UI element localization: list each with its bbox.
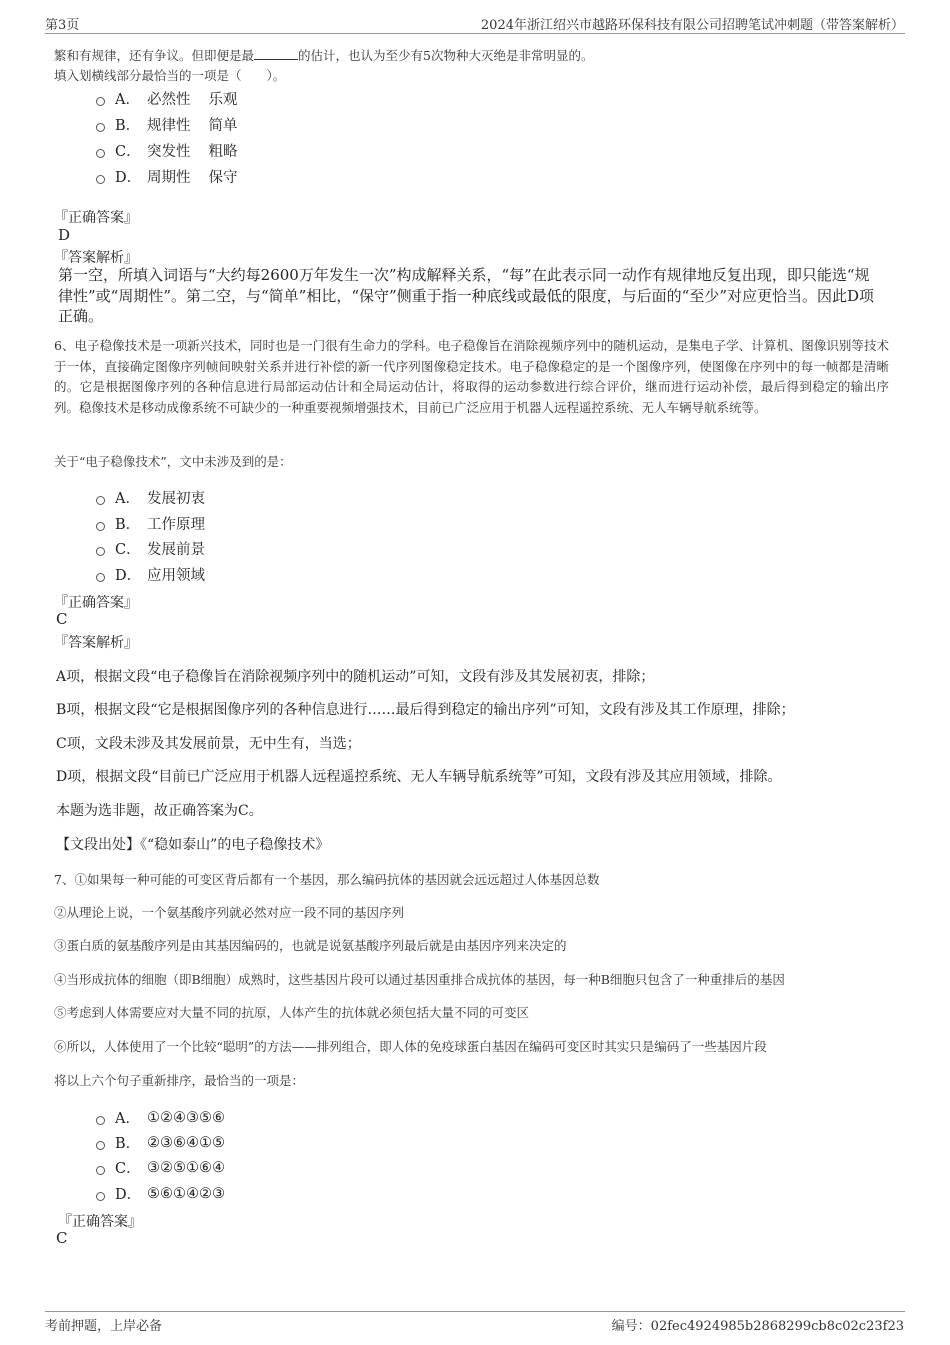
radio-icon[interactable] — [96, 573, 105, 582]
q6-option-b[interactable]: B． 工作原理 — [96, 513, 205, 534]
q7-sentence-3: ③蛋白质的氨基酸序列是由其基因编码的，也就是说氨基酸序列最后就是由基因序列来决定的 — [54, 938, 567, 953]
q5-analysis: 第一空，所填入词语与“大约每2600万年发生一次”构成解释关系，“每”在此表示同一动作有规律地反复出现，即只能选“规律性”或“周期性”。第二空，与“简单”相比，“保守”侧重于指一种底线或最低的限度，与后面的“至少”对应更恰当。因此D项正确。 — [58, 266, 875, 325]
q7-sentence-6: ⑥所以，人体使用了一个比较“聪明”的方法——排列组合，即人体的免疫球蛋白基因在编码可变区时其实只是编码了一些基因片段 — [54, 1039, 767, 1054]
q7-answer: C — [56, 1229, 68, 1247]
q5-prompt: 填入划横线部分最恰当的一项是（ ）。 — [54, 68, 286, 83]
q6-analysis-line-a: A项，根据文段“电子稳像旨在消除视频序列中的随机运动”可知，文段有涉及其发展初衷，排除； — [56, 669, 655, 685]
q6-source: 【文段出处】《“稳如泰山”的电子稳像技术》 — [56, 837, 330, 853]
q7-sentence-4: ④当形成抗体的细胞（即B细胞）成熟时，这些基因片段可以通过基因重排合成抗体的基因，每一种B细胞只包含了一种重排后的基因 — [54, 972, 785, 987]
q7-sentence-5: ⑤考虑到人体需要应对大量不同的抗原，人体产生的抗体就必须包括大量不同的可变区 — [54, 1005, 530, 1020]
q5-option-c[interactable]: C． 突发性 粗略 — [96, 140, 238, 161]
q6-analysis-line-d: D项，根据文段“目前已广泛应用于机器人远程遥控系统、无人车辆导航系统等”可知，文段有涉及其应用领域，排除。 — [56, 769, 782, 785]
footer-divider — [45, 1311, 905, 1312]
radio-icon[interactable] — [96, 123, 105, 132]
footer-code — [612, 1315, 904, 1334]
q5-context-line — [54, 46, 593, 64]
page-number: 第3页 — [45, 18, 80, 33]
q6-prompt: 关于“电子稳像技术”，文中未涉及到的是： — [54, 454, 292, 469]
radio-icon[interactable] — [96, 496, 105, 505]
footer-code-value: 02fec4924985b2868299cb8c02c23f23 — [650, 1319, 904, 1334]
q7-option-d[interactable]: D． ⑤⑥①④②③ — [96, 1183, 225, 1204]
radio-icon[interactable] — [96, 1166, 105, 1175]
q7-option-c[interactable]: C． ③②⑤①⑥④ — [96, 1157, 225, 1178]
document-title: 2024年浙江绍兴市越路环保科技有限公司招聘笔试冲刺题（带答案解析） — [480, 18, 904, 33]
radio-icon[interactable] — [96, 1192, 105, 1201]
q6-option-a[interactable]: A． 发展初衷 — [96, 487, 205, 508]
radio-icon[interactable] — [96, 149, 105, 158]
q7-answer-label: 『正确答案』 — [58, 1214, 142, 1230]
radio-icon[interactable] — [96, 522, 105, 531]
q5-context-after: 的估计，也认为至少有5次物种大灭绝是非常明显的。 — [298, 48, 594, 63]
q5-context-before: 繁和有规律，还有争议。但即便是最 — [54, 48, 255, 63]
header-divider — [45, 33, 905, 34]
q5-option-d[interactable]: D． 周期性 保守 — [96, 166, 238, 187]
radio-icon[interactable] — [96, 175, 105, 184]
q6-option-c[interactable]: C． 发展前景 — [96, 538, 205, 559]
q5-answer-label: 『正确答案』 — [54, 210, 138, 226]
q6-analysis-label: 『答案解析』 — [54, 635, 138, 651]
radio-icon[interactable] — [96, 547, 105, 556]
q6-option-d[interactable]: D． 应用领域 — [96, 564, 205, 585]
q5-analysis-label: 『答案解析』 — [54, 250, 138, 266]
q5-option-a[interactable]: A． 必然性 乐观 — [96, 88, 238, 109]
q5-answer: D — [58, 226, 71, 244]
q6-answer: C — [56, 610, 68, 628]
q6-analysis-line-b: B项，根据文段“它是根据图像序列的各种信息进行……最后得到稳定的输出序列”可知，文段有涉及其工作原理，排除； — [56, 702, 795, 718]
q6-passage: 6、电子稳像技术是一项新兴技术，同时也是一门很有生命力的学科。电子稳像旨在消除视频序列中的随机运动，是集电子学、计算机、图像识别等技术于一体，直接确定图像序列帧间映射关系并进行补偿的新一代序列图像稳定技术。电子稳像稳定的是一个图像序列，使图像在序列中的每一帧都是清晰的。它是根据图像序列的各种信息进行局部运动估计和全局运动估计，将取得的运动参数进行综合评价，继而进行运动补偿，最后得到稳定的输出序列。稳像技术是移动成像系统不可缺少的一种重要视频增强技术，目前已广泛应用于机器人远程遥控系统、无人车辆导航系统等。 — [54, 338, 889, 415]
q5-blank — [254, 47, 298, 60]
q7-sentence-2: ②从理论上说，一个氨基酸序列就必然对应一段不同的基因序列 — [54, 905, 405, 920]
q6-analysis-conclusion: 本题为选非题，故正确答案为C。 — [56, 803, 263, 819]
q7-option-a[interactable]: A． ①②④③⑤⑥ — [96, 1107, 225, 1128]
q7-prompt: 将以上六个句子重新排序，最恰当的一项是： — [54, 1073, 305, 1088]
q7-sentence-1: 7、①如果每一种可能的可变区背后都有一个基因，那么编码抗体的基因就会远远超过人体基因总数 — [54, 872, 600, 887]
radio-icon[interactable] — [96, 97, 105, 106]
q6-analysis-line-c: C项，文段未涉及其发展前景，无中生有，当选； — [56, 736, 361, 752]
footer-slogan: 考前押题，上岸必备 — [45, 1319, 163, 1334]
q5-option-b[interactable]: B． 规律性 简单 — [96, 114, 238, 135]
q6-answer-label: 『正确答案』 — [54, 595, 138, 611]
q7-option-b[interactable]: B． ②③⑥④①⑤ — [96, 1132, 225, 1153]
radio-icon[interactable] — [96, 1141, 105, 1150]
footer-code-label: 编号： — [611, 1319, 651, 1334]
radio-icon[interactable] — [96, 1116, 105, 1125]
